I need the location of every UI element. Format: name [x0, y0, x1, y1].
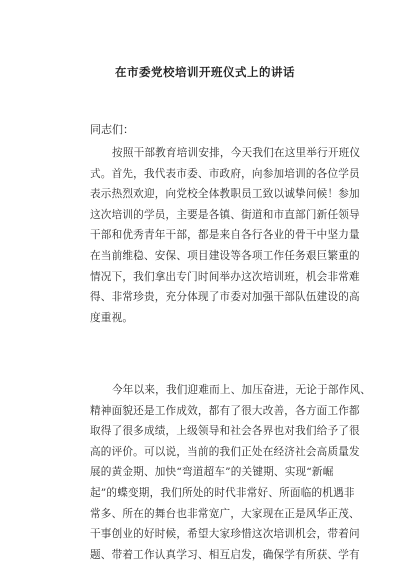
- salutation: 同志们：: [90, 123, 134, 136]
- paragraph-line: 高的评价。可以说，当前的我们正处在经济社会高质量发: [90, 445, 360, 458]
- paragraph-2: [90, 380, 372, 565]
- paragraph-line: 这次培训的学员，主要是各镇、街道和市直部门新任领导: [90, 208, 360, 221]
- paragraph-line: 取得了很多成绩，上级领导和社会各界也对我们给予了很: [90, 425, 360, 438]
- paragraph-line: 今年以来，我们迎难而上、加压奋进，无论于部作风、: [112, 384, 372, 396]
- paragraph-line: 情况下，我们拿出专门时间举办这次培训班，机会非常难: [90, 270, 360, 283]
- paragraph-line: 按照干部教育培训安排，今天我们在这里举行开班仪: [112, 147, 361, 159]
- paragraph-line: 常多、所在的舞台也非常宽广，大家现在正是风华正茂、: [90, 507, 360, 520]
- paragraph-line: 题、带着工作认真学习、相互启发，确保学有所获、学有: [90, 548, 360, 561]
- paragraph-1: [90, 143, 361, 328]
- paragraph-line: 式。首先，我代表市委、市政府，向参加培训的各位学员: [90, 167, 360, 180]
- document-title: 在市委党校培训开班仪式上的讲话: [115, 65, 295, 79]
- paragraph-line: 起”的蝶变期，我们所处的时代非常好、所面临的机遇非: [90, 486, 355, 499]
- paragraph-line: 度重视。: [90, 311, 134, 324]
- paragraph-line: 得、非常珍贵，充分体现了市委对加强干部队伍建设的高: [90, 291, 360, 304]
- paragraph-line: 干事创业的好时候，希望大家珍惜这次培训机会，带着问: [90, 528, 360, 541]
- paragraph-line: 精神面貌还是工作成效，都有了很大改善，各方面工作都: [90, 404, 360, 417]
- paragraph-line: 在当前维稳、安保、项目建设等各项工作任务艰巨繁重的: [90, 249, 360, 262]
- paragraph-line: 展的黄金期、加快“弯道超车”的关键期、实现“新崛: [90, 466, 334, 479]
- paragraph-line: 表示热烈欢迎，向党校全体教职员工致以诚挚问候！参加: [90, 188, 360, 201]
- paragraph-line: 干部和优秀青年干部，都是来自各行各业的骨干中坚力量: [90, 229, 360, 242]
